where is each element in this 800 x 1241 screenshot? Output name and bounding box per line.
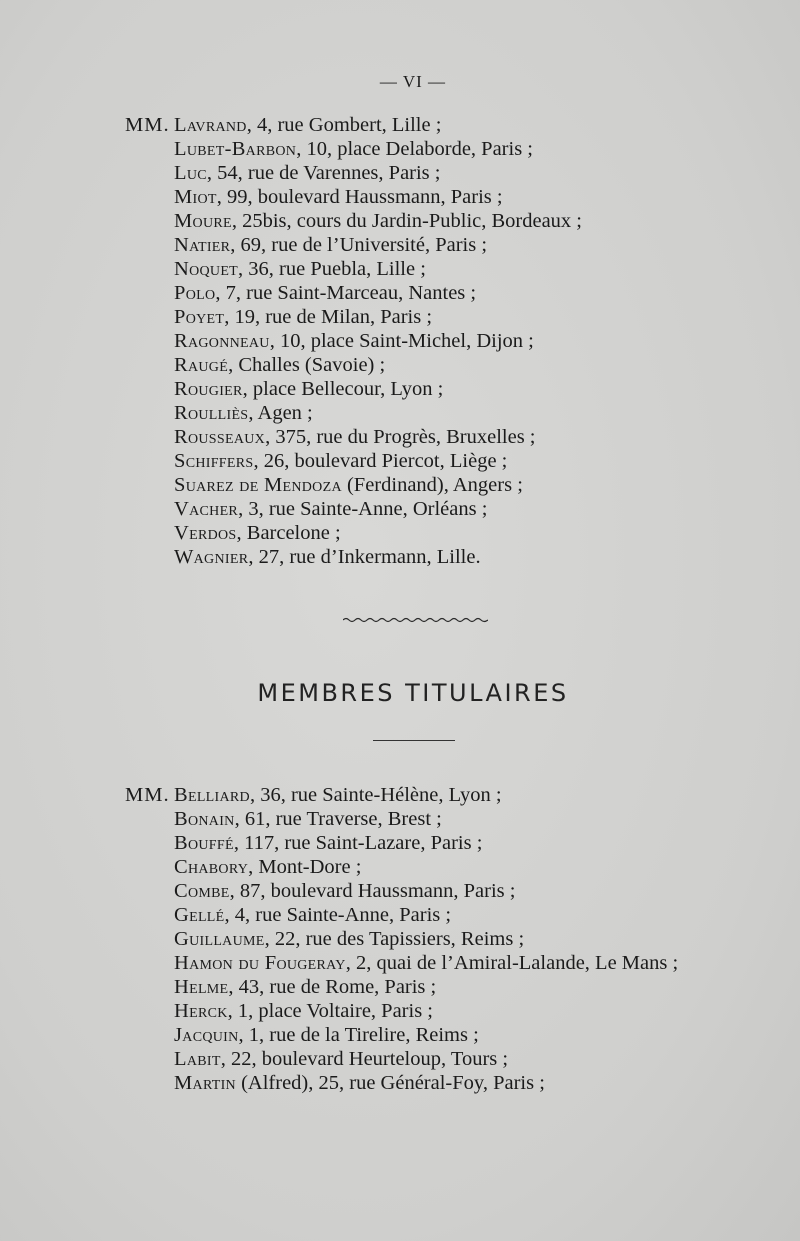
member-name: Noquet bbox=[174, 258, 239, 280]
member-address: , Challes (Savoie) ; bbox=[228, 354, 386, 376]
list-item bbox=[174, 855, 361, 879]
member-address: , 3, rue Sainte-Anne, Orléans ; bbox=[238, 498, 488, 520]
member-name: Rougier bbox=[174, 378, 243, 400]
list-prefix: MM. bbox=[125, 784, 170, 806]
list-item bbox=[174, 281, 476, 305]
title-underline-rule bbox=[373, 740, 455, 741]
wavy-divider-ornament bbox=[343, 614, 488, 626]
list-item bbox=[174, 497, 487, 521]
list-item bbox=[174, 545, 481, 569]
member-name: Miot bbox=[174, 186, 217, 208]
member-address: , 22, rue des Tapissiers, Reims ; bbox=[264, 928, 525, 950]
member-address: , 54, rue de Varennes, Paris ; bbox=[206, 162, 441, 184]
list-item bbox=[174, 353, 385, 377]
member-address: , Mont-Dore ; bbox=[248, 856, 362, 878]
list-item bbox=[174, 831, 482, 855]
member-address: , 22, boulevard Heurteloup, Tours ; bbox=[220, 1048, 509, 1070]
list-item bbox=[174, 233, 487, 257]
list-item bbox=[174, 257, 426, 281]
member-address: (Ferdinand), Angers ; bbox=[341, 474, 523, 496]
member-address: , 7, rue Saint-Marceau, Nantes ; bbox=[215, 282, 477, 304]
member-name: Combe bbox=[174, 880, 230, 902]
list-item bbox=[174, 951, 678, 975]
list-item bbox=[174, 113, 441, 137]
member-name: Moure bbox=[174, 210, 232, 232]
member-address: , 69, rue de l’Université, Paris ; bbox=[230, 234, 488, 256]
member-address: , 2, quai de l’Amiral-Lalande, Le Mans ; bbox=[345, 952, 679, 974]
list-item bbox=[174, 903, 451, 927]
member-name: Hamon du Fougeray bbox=[174, 952, 346, 974]
member-address: , 117, rue Saint-Lazare, Paris ; bbox=[233, 832, 483, 854]
member-name: Wagnier bbox=[174, 546, 249, 568]
member-name: Roulliès bbox=[174, 402, 249, 424]
member-name: Polo bbox=[174, 282, 216, 304]
member-name: Martin bbox=[174, 1072, 236, 1094]
member-address: , 10, place Saint-Michel, Dijon ; bbox=[269, 330, 534, 352]
member-address: , 36, rue Puebla, Lille ; bbox=[238, 258, 426, 280]
list-item bbox=[174, 807, 442, 831]
member-address: , 26, boulevard Piercot, Liège ; bbox=[253, 450, 508, 472]
list-item bbox=[174, 1047, 508, 1071]
member-address: , place Bellecour, Lyon ; bbox=[242, 378, 444, 400]
member-name: Schiffers bbox=[174, 450, 254, 472]
list-item bbox=[174, 1071, 545, 1095]
member-name: Verdos bbox=[174, 522, 237, 544]
list-prefix: MM. bbox=[125, 114, 170, 136]
member-address: , 25bis, cours du Jardin-Public, Bordeaux ; bbox=[231, 210, 583, 232]
list-item bbox=[174, 473, 523, 497]
member-address: , 87, boulevard Haussmann, Paris ; bbox=[229, 880, 516, 902]
list-item bbox=[174, 975, 436, 999]
member-name: Suarez de Mendoza bbox=[174, 474, 342, 496]
list-item bbox=[174, 521, 341, 545]
member-name: Vacher bbox=[174, 498, 239, 520]
list-item bbox=[174, 449, 507, 473]
list-item bbox=[174, 783, 502, 807]
member-address: , Barcelone ; bbox=[236, 522, 341, 544]
list-item bbox=[174, 999, 433, 1023]
member-name: Helme bbox=[174, 976, 229, 998]
list-item bbox=[174, 879, 515, 903]
member-address: , 19, rue de Milan, Paris ; bbox=[224, 306, 433, 328]
member-address: , 4, rue Sainte-Anne, Paris ; bbox=[224, 904, 452, 926]
member-address: , Agen ; bbox=[248, 402, 313, 424]
member-name: Belliard bbox=[174, 784, 250, 806]
list-item bbox=[174, 305, 432, 329]
list-item bbox=[174, 329, 534, 353]
list-item bbox=[174, 377, 443, 401]
list-item bbox=[174, 137, 533, 161]
list-item bbox=[174, 209, 582, 233]
member-name: Jacquin bbox=[174, 1024, 239, 1046]
member-address: , 61, rue Traverse, Brest ; bbox=[234, 808, 442, 830]
member-name: Rousseaux bbox=[174, 426, 266, 448]
member-address: , 99, boulevard Haussmann, Paris ; bbox=[216, 186, 503, 208]
list-item bbox=[174, 401, 313, 425]
member-address: , 10, place Delaborde, Paris ; bbox=[296, 138, 533, 160]
list-item bbox=[174, 185, 503, 209]
member-name: Gellé bbox=[174, 904, 225, 926]
member-address: , 43, rue de Rome, Paris ; bbox=[228, 976, 437, 998]
member-name: Bouffé bbox=[174, 832, 234, 854]
member-address: , 1, place Voltaire, Paris ; bbox=[227, 1000, 433, 1022]
member-name: Labit bbox=[174, 1048, 221, 1070]
member-address: , 27, rue d’Inkermann, Lille. bbox=[248, 546, 481, 568]
list-item bbox=[174, 161, 440, 185]
member-name: Lubet-Barbon bbox=[174, 138, 297, 160]
member-name: Raugé bbox=[174, 354, 229, 376]
list-item bbox=[174, 425, 536, 449]
section-title: MEMBRES TITULAIRES bbox=[257, 679, 569, 707]
member-address: , 375, rue du Progrès, Bruxelles ; bbox=[265, 426, 536, 448]
member-name: Ragonneau bbox=[174, 330, 270, 352]
member-address: (Alfred), 25, rue Général-Foy, Paris ; bbox=[235, 1072, 545, 1094]
member-name: Luc bbox=[174, 162, 207, 184]
member-address: , 1, rue de la Tirelire, Reims ; bbox=[238, 1024, 479, 1046]
member-name: Natier bbox=[174, 234, 231, 256]
member-name: Poyet bbox=[174, 306, 225, 328]
page-number: — VI — bbox=[379, 72, 447, 91]
member-name: Bonain bbox=[174, 808, 235, 830]
list-item bbox=[174, 1023, 479, 1047]
member-address: , 4, rue Gombert, Lille ; bbox=[246, 114, 442, 136]
member-name: Guillaume bbox=[174, 928, 265, 950]
member-name: Herck bbox=[174, 1000, 228, 1022]
list-item bbox=[174, 927, 524, 951]
member-name: Chabory bbox=[174, 856, 249, 878]
member-name: Lavrand bbox=[174, 114, 247, 136]
member-address: , 36, rue Sainte-Hélène, Lyon ; bbox=[249, 784, 502, 806]
